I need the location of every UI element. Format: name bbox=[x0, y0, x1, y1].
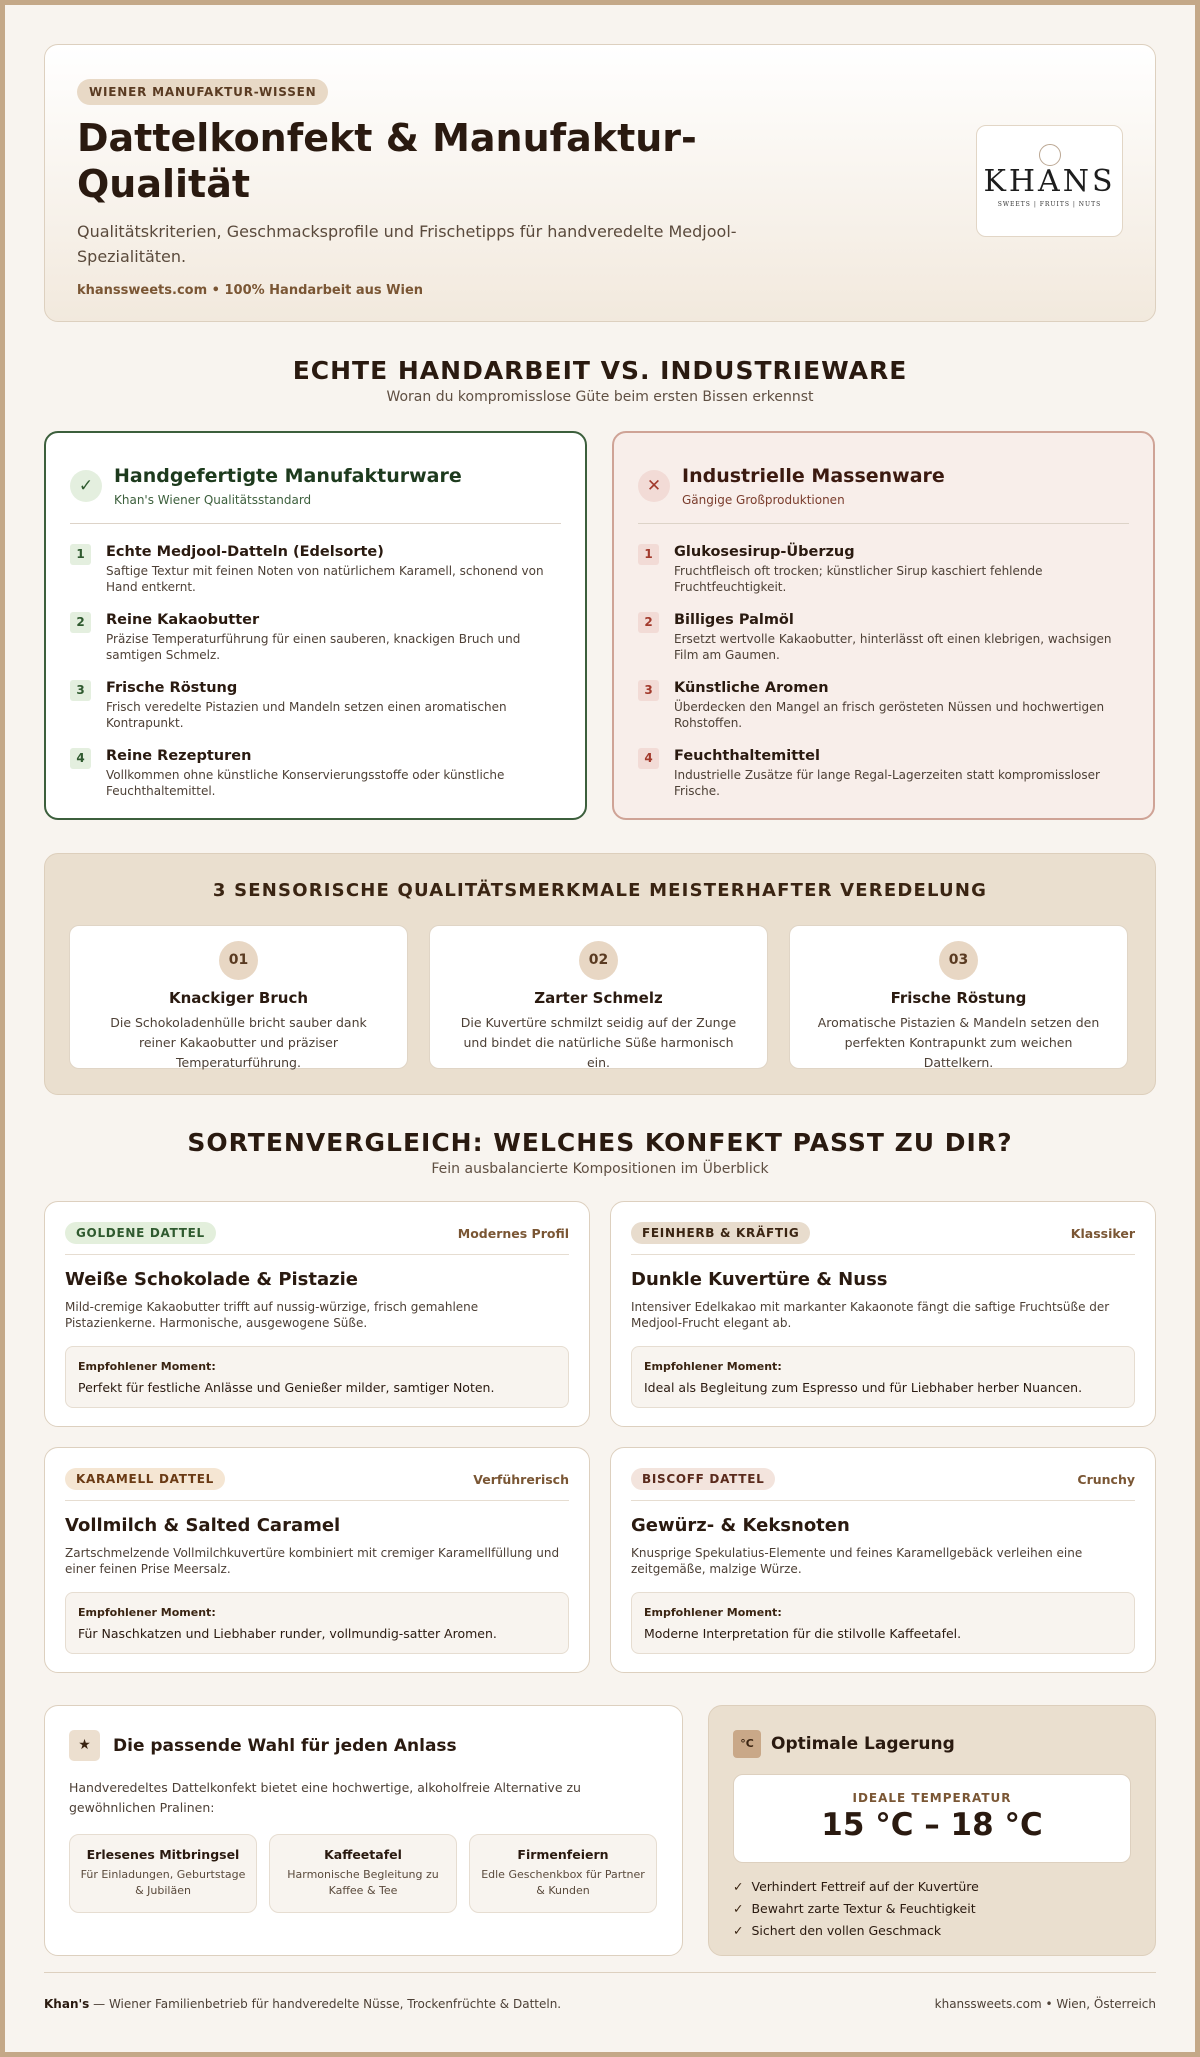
item-desc: Vollkommen ohne künstliche Konservierungsstoffe oder künstliche Feuchthaltemittel. bbox=[106, 768, 505, 798]
sort-desc: Intensiver Edelkakao mit markanter Kakaonote fängt die saftige Fruchtsüße der Medjool-Frucht elegant ab. bbox=[631, 1300, 1110, 1330]
storage-card bbox=[708, 1705, 1156, 1956]
sort-tag: BISCOFF DATTEL bbox=[631, 1468, 775, 1490]
storage-title: Optimale Lagerung bbox=[771, 1734, 955, 1754]
item-number: 3 bbox=[638, 680, 659, 701]
page-frame bbox=[5, 5, 1195, 2052]
moment-box bbox=[65, 1592, 569, 1654]
moment-text: Ideal als Begleitung zum Espresso und für Liebhaber herber Nuancen. bbox=[644, 1380, 1083, 1395]
sort-card bbox=[610, 1447, 1156, 1673]
moment-box bbox=[631, 1592, 1135, 1654]
list-item bbox=[638, 544, 1129, 612]
comparison-grid bbox=[44, 431, 1156, 820]
sensory-card-title: Frische Röstung bbox=[890, 989, 1027, 1007]
occasion-title: Die passende Wahl für jeden Anlass bbox=[113, 1735, 457, 1756]
benefit-text: Bewahrt zarte Textur & Feuchtigkeit bbox=[751, 1901, 976, 1916]
sensory-card-desc: Aromatische Pistazien & Mandeln setzen den perfekten Kontrapunkt zum weichen Dattelkern. bbox=[817, 1015, 1100, 1070]
logo-wordmark: KHANS bbox=[983, 164, 1116, 199]
sort-title: Weiße Schokolade & Pistazie bbox=[65, 1269, 359, 1290]
item-number: 2 bbox=[70, 612, 91, 633]
occasion-option-desc: Edle Geschenkbox für Partner & Kunden bbox=[481, 1868, 645, 1897]
list-item bbox=[733, 1898, 1131, 1920]
page-content bbox=[44, 44, 1156, 2011]
item-title: Künstliche Aromen bbox=[674, 680, 829, 696]
occasion-option-desc: Für Einladungen, Geburtstage & Jubiläen bbox=[80, 1868, 246, 1897]
comparison-section bbox=[44, 356, 1156, 820]
handmade-card-header bbox=[70, 465, 561, 524]
moment-text: Moderne Interpretation für die stilvolle Kaffeetafel. bbox=[644, 1626, 962, 1641]
check-icon: ✓ bbox=[733, 1879, 744, 1894]
temperature-box bbox=[733, 1774, 1131, 1863]
sort-card bbox=[44, 1447, 590, 1673]
occasion-option-title: Firmenfeiern bbox=[517, 1847, 609, 1862]
header-card bbox=[44, 44, 1156, 322]
occasion-option-title: Kaffeetafel bbox=[324, 1847, 402, 1862]
sort-title: Vollmilch & Salted Caramel bbox=[65, 1515, 341, 1536]
industrial-subtitle: Gängige Großproduktionen bbox=[682, 493, 845, 507]
temperature-label: IDEALE TEMPERATUR bbox=[852, 1791, 1012, 1805]
cross-icon: ✕ bbox=[638, 470, 670, 502]
sort-profile: Crunchy bbox=[1077, 1471, 1135, 1487]
item-number: 4 bbox=[70, 748, 91, 769]
occasion-text: Handveredeltes Dattelkonfekt bietet eine hochwertige, alkoholfreie Alternative zu gewöhnlichen Pralinen: bbox=[69, 1780, 581, 1815]
sensory-card-desc: Die Schokoladenhülle bricht sauber dank reiner Kakaobutter und präziser Temperaturführung. bbox=[110, 1015, 367, 1070]
sort-title: Gewürz- & Keksnoten bbox=[631, 1515, 850, 1536]
sort-card-header bbox=[65, 1468, 569, 1501]
occasion-option bbox=[469, 1834, 657, 1913]
item-title: Billiges Palmöl bbox=[674, 612, 794, 628]
item-number: 3 bbox=[70, 680, 91, 701]
item-title: Reine Kakaobutter bbox=[106, 612, 260, 628]
logo-tagline: SWEETS | FRUITS | NUTS bbox=[997, 201, 1102, 208]
check-icon: ✓ bbox=[733, 1901, 744, 1916]
sort-card bbox=[44, 1201, 590, 1427]
sensory-number: 02 bbox=[579, 941, 618, 980]
item-desc: Industrielle Zusätze für lange Regal-Lagerzeiten statt kompromissloser Frische. bbox=[674, 768, 1100, 798]
moment-text: Perfekt für festliche Anlässe und Genießer milder, samtiger Noten. bbox=[78, 1380, 495, 1395]
handmade-list bbox=[70, 544, 561, 816]
item-desc: Frisch veredelte Pistazien und Mandeln setzen einen aromatischen Kontrapunkt. bbox=[106, 700, 507, 730]
sorts-grid bbox=[44, 1201, 1156, 1673]
item-desc: Präzise Temperaturführung für einen sauberen, knackigen Bruch und samtigen Schmelz. bbox=[106, 632, 521, 662]
list-item bbox=[70, 544, 561, 612]
header-meta: khanssweets.com • 100% Handarbeit aus Wien bbox=[77, 283, 424, 298]
sensory-section bbox=[44, 853, 1156, 1095]
sort-title: Dunkle Kuvertüre & Nuss bbox=[631, 1269, 888, 1290]
check-icon: ✓ bbox=[70, 470, 102, 502]
sort-profile: Klassiker bbox=[1070, 1225, 1135, 1241]
moment-box bbox=[631, 1346, 1135, 1408]
handmade-card bbox=[44, 431, 587, 820]
thermometer-icon: °C bbox=[733, 1730, 761, 1758]
industrial-card-header bbox=[638, 465, 1129, 524]
footer-text: — Wiener Familienbetrieb für handveredelte Nüsse, Trockenfrüchte & Datteln. bbox=[89, 1997, 562, 2011]
occasion-card bbox=[44, 1705, 683, 1956]
list-item bbox=[70, 748, 561, 816]
footer-brand: Khan's bbox=[44, 1997, 90, 2011]
footer bbox=[44, 1972, 1156, 2011]
moment-box bbox=[65, 1346, 569, 1408]
moment-label: Empfohlener Moment: bbox=[644, 1606, 782, 1619]
benefit-text: Sichert den vollen Geschmack bbox=[751, 1923, 942, 1938]
occasion-option bbox=[269, 1834, 457, 1913]
handmade-subtitle: Khan's Wiener Qualitätsstandard bbox=[114, 493, 312, 507]
logo-emblem-icon bbox=[1039, 144, 1061, 166]
item-desc: Ersetzt wertvolle Kakaobutter, hinterlässt oft einen klebrigen, wachsigen Film am Gaumen. bbox=[674, 632, 1112, 662]
sort-profile: Modernes Profil bbox=[457, 1225, 569, 1241]
item-number: 1 bbox=[638, 544, 659, 565]
sort-card-header bbox=[631, 1222, 1135, 1255]
sensory-card-title: Zarter Schmelz bbox=[534, 989, 663, 1007]
item-number: 1 bbox=[70, 544, 91, 565]
item-title: Frische Röstung bbox=[106, 680, 238, 696]
sensory-card bbox=[789, 925, 1128, 1069]
occasion-option bbox=[69, 1834, 257, 1913]
list-item bbox=[70, 680, 561, 748]
bottom-row bbox=[44, 1705, 1156, 1956]
sensory-number: 01 bbox=[219, 941, 258, 980]
moment-label: Empfohlener Moment: bbox=[644, 1360, 782, 1373]
industrial-card bbox=[612, 431, 1155, 820]
moment-text: Für Naschkatzen und Liebhaber runder, vollmundig-satter Aromen. bbox=[78, 1626, 497, 1641]
page-title: Dattelkonfekt & Manufaktur-Qualität bbox=[77, 116, 697, 206]
header-badge: WIENER MANUFAKTUR-WISSEN bbox=[77, 79, 328, 105]
item-desc: Saftige Textur mit feinen Noten von natürlichem Karamell, schonend von Hand entkernt. bbox=[106, 564, 544, 594]
star-icon: ★ bbox=[69, 1730, 100, 1761]
storage-benefits bbox=[733, 1876, 1131, 1942]
list-item bbox=[733, 1876, 1131, 1898]
check-icon: ✓ bbox=[733, 1923, 744, 1938]
comparison-title: ECHTE HANDARBEIT VS. INDUSTRIEWARE bbox=[292, 356, 908, 385]
sensory-card bbox=[429, 925, 768, 1069]
benefit-text: Verhindert Fettreif auf der Kuvertüre bbox=[751, 1879, 979, 1894]
item-title: Glukosesirup-Überzug bbox=[674, 544, 855, 560]
sort-desc: Zartschmelzende Vollmilchkuvertüre kombiniert mit cremiger Karamellfüllung und einer feinen Prise Meersalz. bbox=[65, 1546, 560, 1576]
sorts-title: SORTENVERGLEICH: WELCHES KONFEKT PASST ZU DIR? bbox=[187, 1128, 1013, 1157]
list-item bbox=[70, 612, 561, 680]
item-number: 2 bbox=[638, 612, 659, 633]
occasion-option-desc: Harmonische Begleitung zu Kaffee & Tee bbox=[287, 1868, 439, 1897]
sort-desc: Knusprige Spekulatius-Elemente und feines Karamellgebäck verleihen eine zeitgemäße, malzige Würze. bbox=[631, 1546, 1083, 1576]
moment-label: Empfohlener Moment: bbox=[78, 1606, 216, 1619]
list-item bbox=[638, 680, 1129, 748]
storage-header bbox=[733, 1730, 1131, 1758]
industrial-title: Industrielle Massenware bbox=[682, 465, 945, 487]
sort-card-header bbox=[631, 1468, 1135, 1501]
industrial-list bbox=[638, 544, 1129, 816]
page-subtitle: Qualitätskriterien, Geschmacksprofile und Frischetipps für handveredelte Medjool-Spezialitäten. bbox=[77, 222, 737, 266]
sort-tag: GOLDENE DATTEL bbox=[65, 1222, 216, 1244]
comparison-subtitle: Woran du kompromisslose Güte beim ersten Bissen erkennst bbox=[386, 389, 814, 405]
footer-left bbox=[44, 1997, 561, 2011]
sort-tag: FEINHERB & KRÄFTIG bbox=[631, 1222, 810, 1244]
item-number: 4 bbox=[638, 748, 659, 769]
list-item bbox=[733, 1920, 1131, 1942]
sort-tag: KARAMELL DATTEL bbox=[65, 1468, 225, 1490]
temperature-value: 15 °C – 18 °C bbox=[821, 1807, 1043, 1843]
occasion-header bbox=[69, 1730, 658, 1761]
footer-right: khanssweets.com • Wien, Österreich bbox=[934, 1997, 1156, 2011]
sorts-subtitle: Fein ausbalancierte Kompositionen im Überblick bbox=[431, 1161, 769, 1177]
list-item bbox=[638, 612, 1129, 680]
occasion-option-title: Erlesenes Mitbringsel bbox=[86, 1847, 240, 1862]
occasion-options bbox=[69, 1834, 658, 1913]
item-desc: Überdecken den Mangel an frisch gerösteten Nüssen und hochwertigen Rohstoffen. bbox=[674, 700, 1105, 730]
handmade-title: Handgefertigte Manufakturware bbox=[114, 465, 462, 487]
item-desc: Fruchtfleisch oft trocken; künstlicher Sirup kaschiert fehlende Fruchtfeuchtigkeit. bbox=[674, 564, 1043, 594]
item-title: Echte Medjool-Datteln (Edelsorte) bbox=[106, 544, 384, 560]
sensory-number: 03 bbox=[939, 941, 978, 980]
sort-profile: Verführerisch bbox=[473, 1471, 569, 1487]
sensory-card-title: Knackiger Bruch bbox=[168, 989, 309, 1007]
list-item bbox=[638, 748, 1129, 816]
moment-label: Empfohlener Moment: bbox=[78, 1360, 216, 1373]
item-title: Reine Rezepturen bbox=[106, 748, 252, 764]
sensory-cards bbox=[69, 925, 1131, 1069]
sort-desc: Mild-cremige Kakaobutter trifft auf nussig-würzige, frisch gemahlene Pistazienkerne. Harmonische, ausgewogene Süße. bbox=[65, 1300, 479, 1330]
sensory-card bbox=[69, 925, 408, 1069]
sensory-card-desc: Die Kuvertüre schmilzt seidig auf der Zunge und bindet die natürliche Süße harmonisch ein. bbox=[460, 1015, 737, 1070]
sensory-title: 3 SENSORISCHE QUALITÄTSMERKMALE MEISTERHAFTER VEREDELUNG bbox=[212, 880, 988, 901]
sort-card bbox=[610, 1201, 1156, 1427]
sort-card-header bbox=[65, 1222, 569, 1255]
khans-logo bbox=[976, 125, 1123, 237]
item-title: Feuchthaltemittel bbox=[674, 748, 820, 764]
